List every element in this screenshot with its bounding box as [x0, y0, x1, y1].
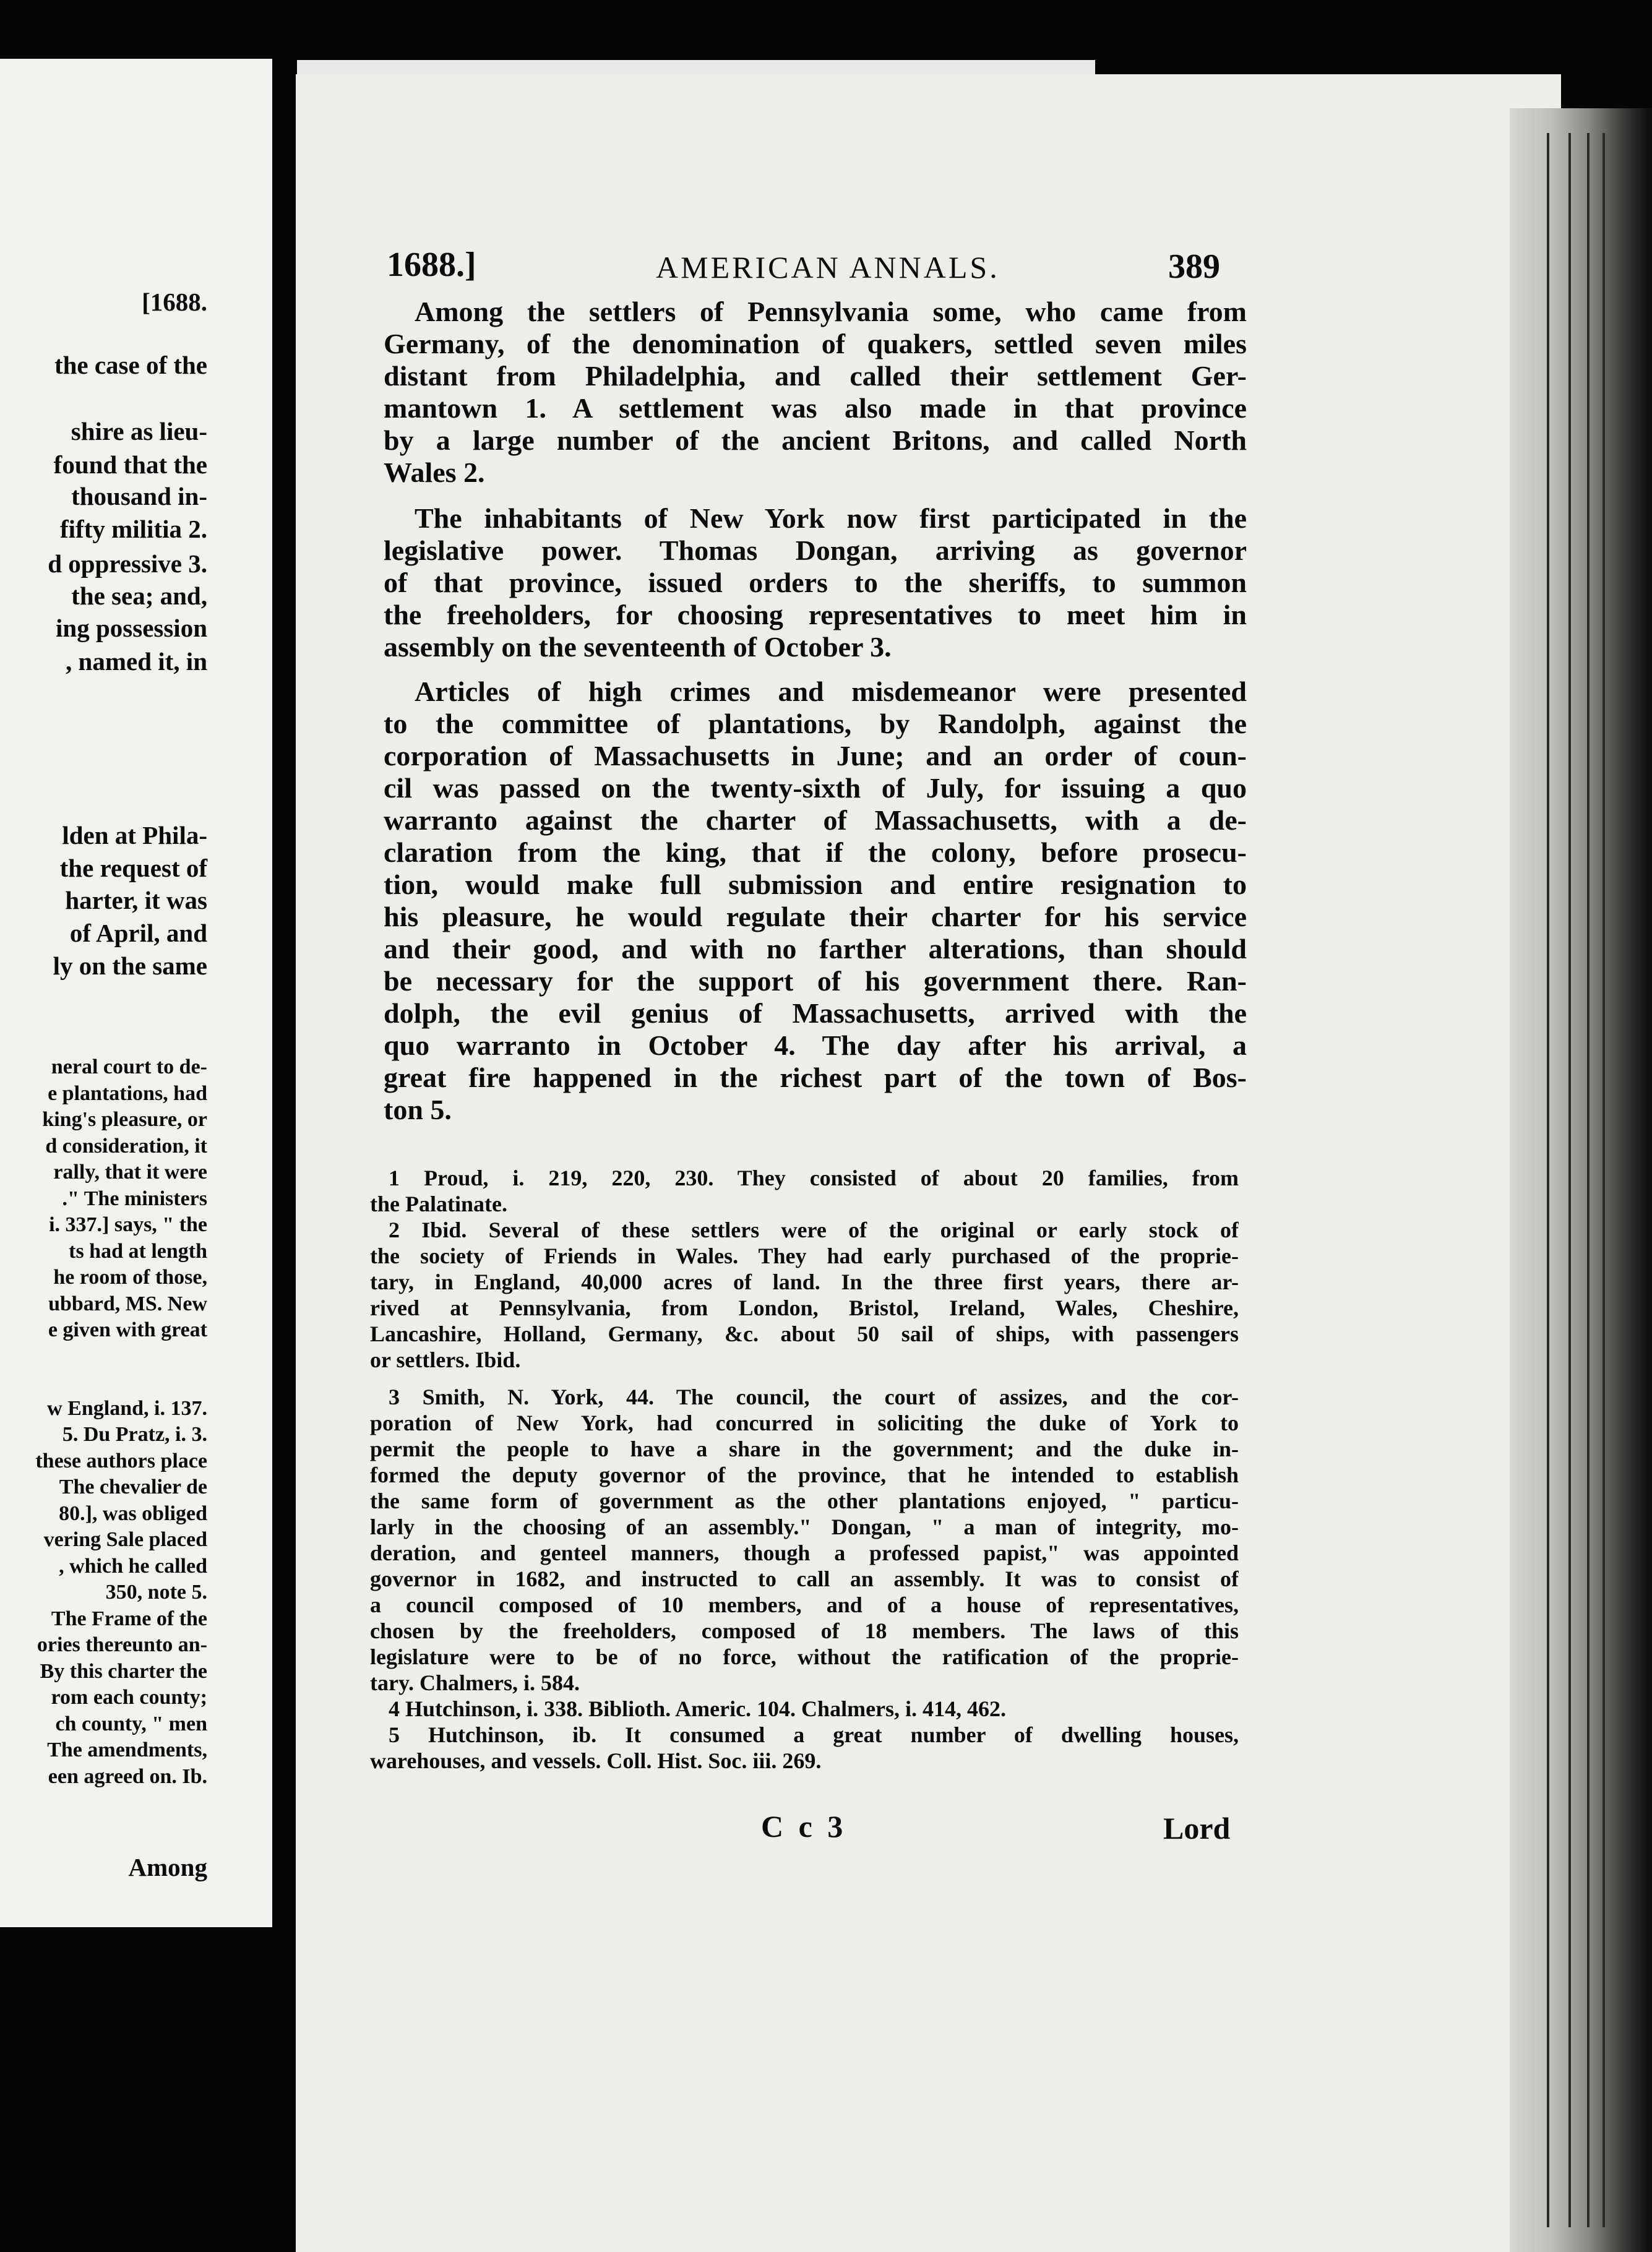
body-line: the freeholders, for choosing representatives to meet him in — [384, 599, 1247, 630]
body-line: dolph, the evil genius of Massachusetts, arrived with the — [384, 997, 1247, 1029]
body-line: The inhabitants of New York now first participated in the — [415, 502, 1247, 534]
footnote-line: the society of Friends in Wales. They had early purchased of the proprie- — [370, 1244, 1239, 1268]
footnote-line: 2 Ibid. Several of these settlers were of the original or early stock of — [389, 1218, 1239, 1242]
body-line: corporation of Massachusetts in June; and an order of coun- — [384, 740, 1247, 771]
footnote-line: 3 Smith, N. York, 44. The council, the court of assizes, and the cor- — [389, 1385, 1239, 1409]
body-line: warranto against the charter of Massachusetts, with a de- — [384, 804, 1247, 836]
left-page-line: ories thereunto an- — [37, 1633, 207, 1656]
left-page-line: of April, and — [69, 919, 207, 947]
left-page-line: ch county, " men — [55, 1713, 207, 1735]
left-page-line: the case of the — [54, 351, 207, 379]
body-line: his pleasure, he would regulate their charter for his service — [384, 901, 1247, 932]
running-head-title: AMERICAN ANNALS. — [656, 250, 1000, 285]
left-page-line: fifty militia 2. — [60, 515, 207, 543]
body-line: cil was passed on the twenty-sixth of July, for issuing a quo — [384, 772, 1247, 804]
left-page-line: d oppressive 3. — [48, 549, 207, 578]
left-page-text — [0, 59, 272, 1927]
left-page-line: shire as lieu- — [71, 417, 207, 445]
footnote-line: poration of New York, had concurred in soliciting the duke of York to — [370, 1411, 1239, 1435]
body-line: of that province, issued orders to the sheriffs, to summon — [384, 567, 1247, 598]
left-page-line: ." The ministers — [62, 1187, 207, 1210]
left-page-line: ing possession — [56, 614, 207, 642]
left-page-line: vering Sale placed — [43, 1528, 207, 1551]
body-line: Germany, of the denomination of quakers, settled seven miles — [384, 328, 1247, 359]
left-page-line: een agreed on. Ib. — [48, 1765, 207, 1788]
page-edge-line — [1603, 133, 1605, 2227]
body-line: mantown 1. A settlement was also made in that province — [384, 392, 1247, 424]
left-page-line: these authors place — [35, 1450, 207, 1472]
left-page-line: [1688. — [142, 288, 207, 316]
footnote-line: rived at Pennsylvania, from London, Bristol, Ireland, Wales, Cheshire, — [370, 1296, 1239, 1320]
body-line: Among the settlers of Pennsylvania some, who came from — [415, 296, 1247, 327]
left-page-line: harter, it was — [65, 886, 207, 914]
footnote-line: 4 Hutchinson, i. 338. Biblioth. Americ. 104. Chalmers, i. 414, 462. — [389, 1696, 1007, 1721]
left-page-line: rom each county; — [51, 1686, 207, 1709]
page-edge-line — [1587, 133, 1590, 2227]
body-line: by a large number of the ancient Britons, and called North — [384, 424, 1247, 456]
left-page-line: neral court to de- — [51, 1055, 207, 1078]
body-line: be necessary for the support of his government there. Ran- — [384, 965, 1247, 997]
left-page-line: the sea; and, — [71, 582, 207, 610]
page-edge-line — [1568, 133, 1571, 2227]
left-page-line: The Frame of the — [51, 1607, 207, 1630]
footnote-line: 1 Proud, i. 219, 220, 230. They consisted of about 20 families, from — [389, 1166, 1239, 1190]
left-page-line: e plantations, had — [48, 1082, 207, 1105]
left-page-line: d consideration, it — [45, 1135, 207, 1158]
footnote-line: deration, and genteel manners, though a professed papist," was appointed — [370, 1541, 1239, 1565]
body-line: Wales 2. — [384, 457, 485, 488]
body-line: and their good, and with no farther alterations, than should — [384, 933, 1247, 965]
footnote-line: a council composed of 10 members, and of a house of representatives, — [370, 1592, 1239, 1617]
body-line: great fire happened in the richest part of the town of Bos- — [384, 1062, 1247, 1093]
body-line: ton 5. — [384, 1094, 452, 1125]
left-page-line: w England, i. 137. — [47, 1397, 207, 1420]
footnote-line: tary. Chalmers, i. 584. — [370, 1670, 580, 1695]
left-page-line: 350, note 5. — [105, 1581, 207, 1604]
page-edge-line — [1547, 133, 1549, 2227]
footnote-line: governor in 1682, and instructed to call an assembly. It was to consist of — [370, 1567, 1239, 1591]
left-page-line: ly on the same — [53, 952, 207, 980]
left-page-line: lden at Phila- — [62, 821, 207, 849]
footnote-line: 5 Hutchinson, ib. It consumed a great number of dwelling houses, — [389, 1722, 1239, 1747]
body-line: legislative power. Thomas Dongan, arriving as governor — [384, 535, 1247, 566]
footnote-line: or settlers. Ibid. — [370, 1347, 521, 1372]
body-line: claration from the king, that if the colony, before prosecu- — [384, 836, 1247, 868]
body-line: tion, would make full submission and entire resignation to — [384, 869, 1247, 900]
left-page-line: found that the — [53, 450, 207, 479]
body-line: distant from Philadelphia, and called their settlement Ger- — [384, 360, 1247, 392]
footnote-line: tary, in England, 40,000 acres of land. In the three first years, there ar- — [370, 1270, 1239, 1294]
body-line: quo warranto in October 4. The day after his arrival, a — [384, 1029, 1247, 1061]
footnote-line: legislature were to be of no force, without the ratification of the proprie- — [370, 1644, 1239, 1669]
left-page-line: thousand in- — [71, 482, 207, 510]
left-page-line: , which he called — [59, 1555, 207, 1578]
left-page-line: By this charter the — [40, 1660, 207, 1683]
footnote-line: the same form of government as the other plantations enjoyed, " particu- — [370, 1489, 1239, 1513]
left-page-line: ubbard, MS. New — [48, 1292, 207, 1315]
page-edge-shadow — [1510, 108, 1652, 2252]
catchword: Lord — [1163, 1811, 1231, 1846]
footnote-line: formed the deputy governor of the province, that he intended to establish — [370, 1463, 1239, 1487]
footnote-line: the Palatinate. — [370, 1192, 507, 1216]
left-page-line: Among — [128, 1853, 207, 1881]
left-page-line: The amendments, — [47, 1738, 207, 1761]
body-line: Articles of high crimes and misdemeanor were presented — [415, 676, 1247, 707]
left-page-line: ts had at length — [69, 1240, 207, 1263]
left-page-line: , named it, in — [66, 647, 207, 676]
footnote-line: permit the people to have a share in the government; and the duke in- — [370, 1437, 1239, 1461]
signature-mark: C c 3 — [761, 1809, 847, 1844]
footnote-line: chosen by the freeholders, composed of 18 members. The laws of this — [370, 1618, 1239, 1643]
page-number: 389 — [1168, 247, 1220, 286]
left-page-line: The chevalier de — [59, 1476, 207, 1498]
left-page-line: he room of those, — [53, 1266, 207, 1289]
left-page-line: i. 337.] says, " the — [49, 1213, 207, 1236]
body-line: to the committee of plantations, by Randolph, against the — [384, 708, 1247, 739]
left-page-line: the request of — [59, 854, 207, 882]
left-page-line: king's pleasure, or — [42, 1108, 207, 1131]
footnote-line: larly in the choosing of an assembly." Dongan, " a man of integrity, mo- — [370, 1515, 1239, 1539]
left-page-line: 5. Du Pratz, i. 3. — [62, 1423, 207, 1446]
running-head-year: 1688.] — [387, 246, 476, 284]
footnote-line: Lancashire, Holland, Germany, &c. about 50 sail of ships, with passengers — [370, 1322, 1239, 1346]
footnote-line: warehouses, and vessels. Coll. Hist. Soc. iii. 269. — [370, 1748, 822, 1773]
left-page-line: e given with great — [48, 1318, 207, 1341]
left-page-line: rally, that it were — [53, 1161, 207, 1184]
left-page — [0, 59, 272, 1927]
body-line: assembly on the seventeenth of October 3. — [384, 631, 892, 663]
left-page-line: 80.], was obliged — [59, 1502, 207, 1525]
